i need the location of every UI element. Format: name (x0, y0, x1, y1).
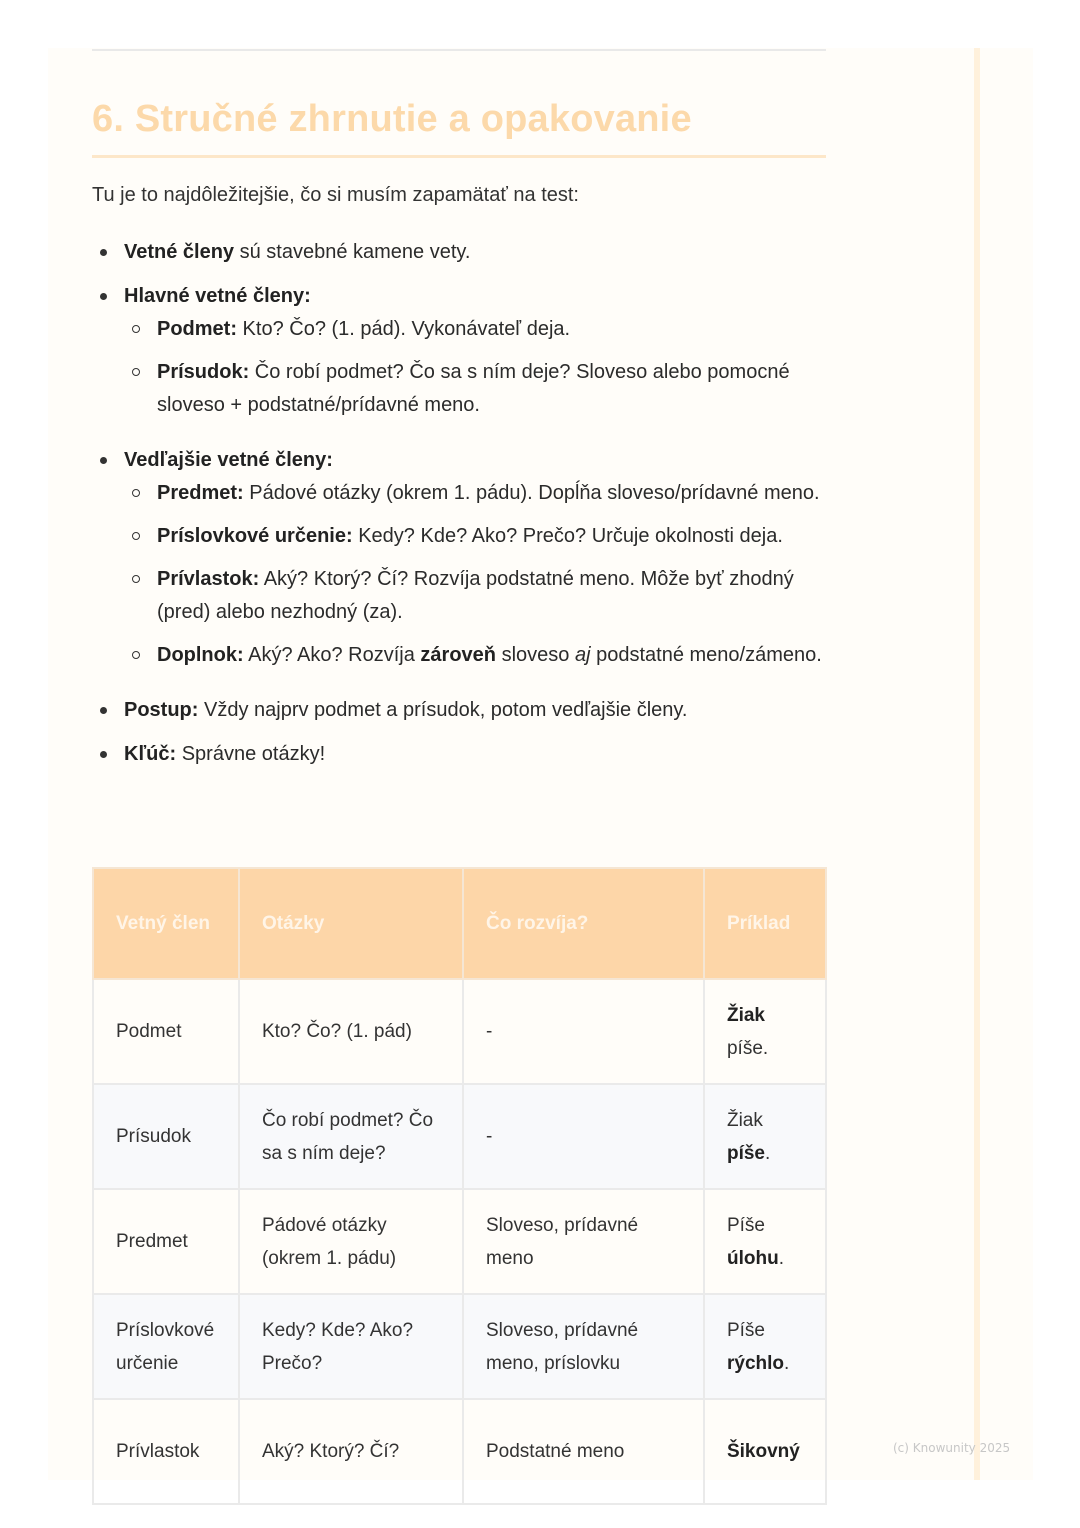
cell-example (704, 1399, 826, 1504)
sub-list-item (124, 356, 826, 422)
sub-list-item (124, 520, 826, 553)
page-edge-band (974, 48, 980, 1480)
cell-develops: Sloveso, prídavné meno, príslovku (463, 1294, 704, 1399)
term-kluc: Kľúč: (124, 743, 177, 765)
sub-list-item (124, 477, 826, 510)
emphasis-aj: aj (574, 644, 591, 666)
term-vedlajsie-cleny: Vedľajšie vetné členy: (124, 449, 333, 471)
example-highlight: úlohu (726, 1247, 779, 1269)
example-highlight: píše (726, 1142, 766, 1164)
sub-item-text: Aký? Ako? Rozvíja (243, 644, 421, 666)
sub-item-text: sloveso (496, 644, 575, 666)
example-text: píše. (726, 1037, 769, 1059)
example-text: . (778, 1247, 784, 1269)
cell-member: Prívlastok (93, 1399, 239, 1504)
list-item-text: Správne otázky! (176, 743, 326, 765)
cell-example (704, 1189, 826, 1294)
cell-develops: - (463, 1084, 704, 1189)
table-row (93, 1399, 826, 1504)
term-predmet: Predmet: (157, 482, 244, 504)
table-header-row (93, 868, 826, 979)
column-header-questions: Otázky (239, 868, 463, 979)
sub-list-item (124, 313, 826, 346)
sub-item-text: Pádové otázky (okrem 1. pádu). Dopĺňa sloveso/prídavné meno. (243, 482, 820, 504)
list-item (92, 738, 826, 771)
list-item (92, 236, 826, 269)
table-row (93, 1294, 826, 1399)
term-hlavne-clenny: Hlavné vetné členy: (124, 285, 311, 307)
column-header-example: Príklad (704, 868, 826, 979)
sub-item-text: Kto? Čo? (1. pád). Vykonávateľ deja. (237, 318, 571, 340)
cell-questions: Čo robí podmet? Čo sa s ním deje? (239, 1084, 463, 1189)
section-heading: 6. Stručné zhrnutie a opakovanie (92, 98, 692, 140)
intro-text: Tu je to najdôležitejšie, čo si musím zapamätať na test: (92, 184, 579, 206)
sub-list (124, 477, 826, 672)
heading-underline (92, 155, 826, 158)
top-divider (92, 49, 826, 51)
term-postup: Postup: (124, 699, 199, 721)
sub-list (124, 313, 826, 422)
summary-list (92, 236, 826, 782)
term-prislovkove-urcenie: Príslovkové určenie: (157, 525, 353, 547)
cell-member: Príslovkové určenie (93, 1294, 239, 1399)
cell-member: Prísudok (93, 1084, 239, 1189)
list-item-text: sú stavebné kamene vety. (234, 241, 471, 263)
example-text: Píše (726, 1214, 766, 1236)
table-row (93, 1084, 826, 1189)
list-item (92, 694, 826, 727)
summary-table (92, 867, 827, 1505)
watermark: (c) Knowunity 2025 (893, 1441, 1011, 1455)
example-highlight: Šikovný (726, 1441, 800, 1462)
cell-develops: Sloveso, prídavné meno (463, 1189, 704, 1294)
cell-example (704, 1294, 826, 1399)
cell-example (704, 979, 826, 1084)
list-item-text: Vždy najprv podmet a prísudok, potom vedľajšie členy. (198, 699, 688, 721)
table-row (93, 1189, 826, 1294)
cell-develops: - (463, 979, 704, 1084)
term-privlastok: Prívlastok: (157, 568, 260, 590)
list-item (92, 280, 826, 422)
emphasis-zaroven: zároveň (420, 644, 497, 666)
cell-questions: Aký? Ktorý? Čí? (239, 1399, 463, 1504)
term-vetne-cleny: Vetné členy (124, 241, 235, 263)
term-doplnok: Doplnok: (157, 644, 244, 666)
cell-example (704, 1084, 826, 1189)
sub-item-text: Aký? Ktorý? Čí? Rozvíja podstatné meno. Môže byť zhodný (pred) alebo nezhodný (za). (157, 568, 794, 623)
sub-item-text: podstatné meno/zámeno. (590, 644, 822, 666)
cell-questions: Kto? Čo? (1. pád) (239, 979, 463, 1084)
example-highlight: rýchlo (726, 1352, 785, 1374)
sub-item-text: Čo robí podmet? Čo sa s ním deje? Sloveso alebo pomocné sloveso + podstatné/prídavné meno. (157, 361, 790, 416)
example-highlight: Žiak (726, 1004, 766, 1026)
example-text: . (765, 1142, 771, 1164)
term-prisudok: Prísudok: (157, 361, 250, 383)
cell-develops: Podstatné meno (463, 1399, 704, 1504)
sub-item-text: Kedy? Kde? Ako? Prečo? Určuje okolnosti deja. (352, 525, 783, 547)
table-row (93, 979, 826, 1084)
cell-questions: Pádové otázky (okrem 1. pádu) (239, 1189, 463, 1294)
cell-questions: Kedy? Kde? Ako? Prečo? (239, 1294, 463, 1399)
term-podmet: Podmet: (157, 318, 237, 340)
cell-member: Podmet (93, 979, 239, 1084)
list-item (92, 444, 826, 672)
column-header-develops: Čo rozvíja? (463, 868, 704, 979)
column-header-member: Vetný člen (93, 868, 239, 979)
example-text: . (784, 1352, 790, 1374)
example-text: Žiak (726, 1109, 763, 1131)
example-text: Píše (726, 1319, 766, 1341)
cell-member: Predmet (93, 1189, 239, 1294)
sub-list-item (124, 563, 826, 629)
sub-list-item (124, 639, 826, 672)
